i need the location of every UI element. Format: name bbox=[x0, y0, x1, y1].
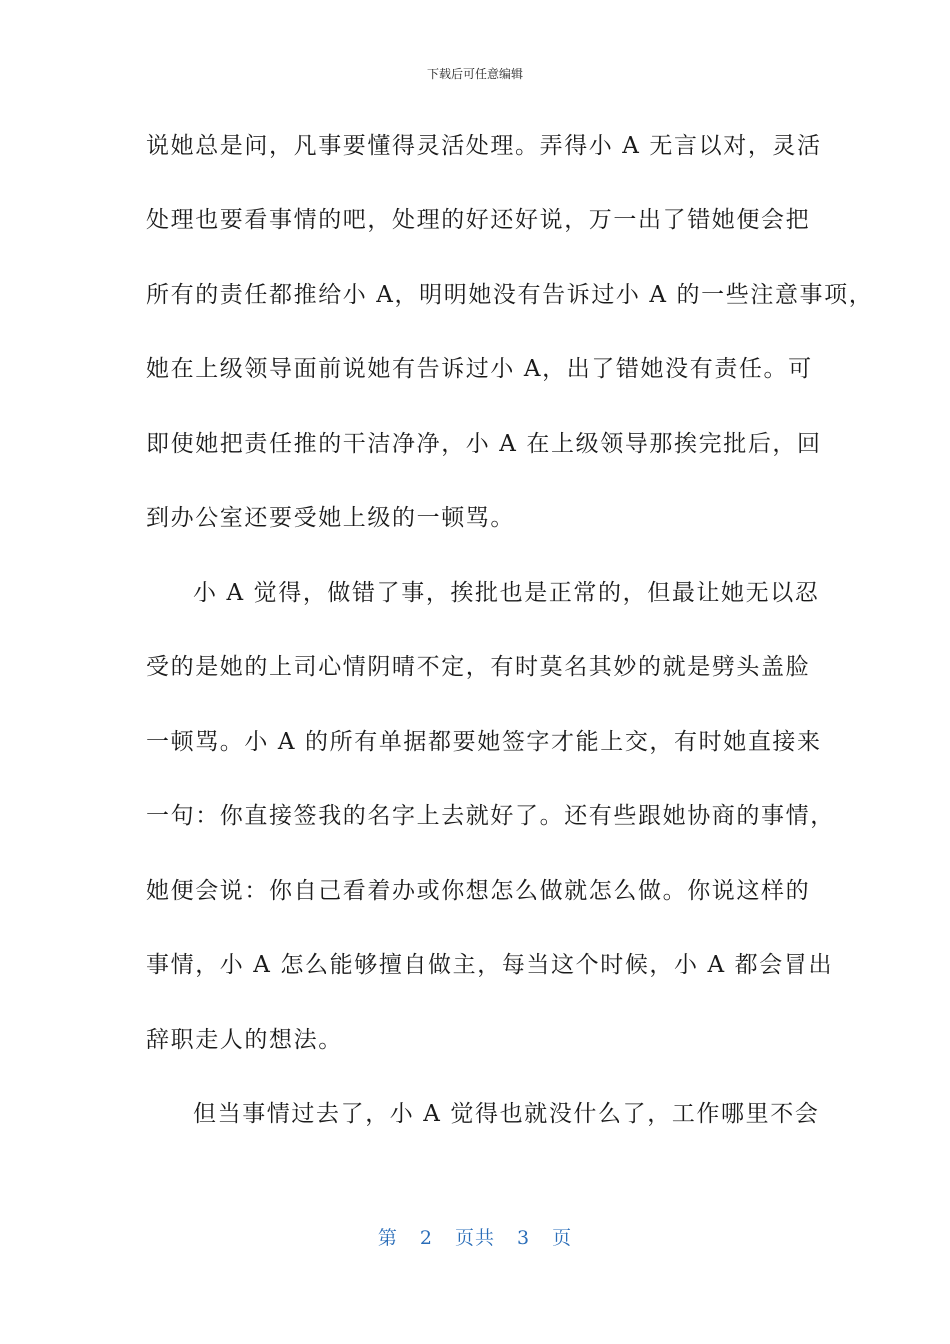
text-line: 一句：你直接签我的名字上去就好了。还有些跟她协商的事情， bbox=[146, 803, 835, 829]
text-line: 到办公室还要受她上级的一顿骂。 bbox=[146, 505, 515, 531]
footer-page-unit: 页共 bbox=[454, 1227, 495, 1249]
text-line: 她便会说：你自己看着办或你想怎么做就怎么做。你说这样的 bbox=[146, 878, 811, 904]
page-footer bbox=[0, 1225, 950, 1251]
text-line: 一顿骂。小 A 的所有单据都要她签字才能上交，有时她直接来 bbox=[146, 729, 822, 755]
footer-page-word: 第 bbox=[377, 1227, 398, 1249]
footer-total-pages: 3 bbox=[517, 1227, 531, 1249]
page-header: 下载后可任意编辑 bbox=[426, 67, 523, 81]
footer-total-unit: 页 bbox=[552, 1227, 573, 1249]
text-line: 所有的责任都推给小 A，明明她没有告诉过小 A 的一些注意事项， bbox=[146, 282, 874, 308]
text-line: 受的是她的上司心情阴晴不定，有时莫名其妙的就是劈头盖脸 bbox=[146, 654, 811, 680]
paragraph-start-line: 小 A 觉得，做错了事，挨批也是正常的，但最让她无以忍 bbox=[193, 580, 820, 606]
paragraph-start-line: 但当事情过去了，小 A 觉得也就没什么了，工作哪里不会 bbox=[193, 1101, 820, 1127]
text-line: 辞职走人的想法。 bbox=[146, 1027, 343, 1053]
text-line: 事情，小 A 怎么能够擅自做主，每当这个时候，小 A 都会冒出 bbox=[146, 952, 834, 978]
text-line: 即使她把责任推的干洁净净，小 A 在上级领导那挨完批后，回 bbox=[146, 431, 822, 457]
text-line: 她在上级领导面前说她有告诉过小 A，出了错她没有责任。可 bbox=[146, 356, 813, 382]
text-line: 处理也要看事情的吧，处理的好还好说，万一出了错她便会把 bbox=[146, 207, 811, 233]
footer-page-number: 2 bbox=[419, 1227, 433, 1249]
text-line: 说她总是问，凡事要懂得灵活处理。弄得小 A 无言以对，灵活 bbox=[146, 133, 822, 159]
